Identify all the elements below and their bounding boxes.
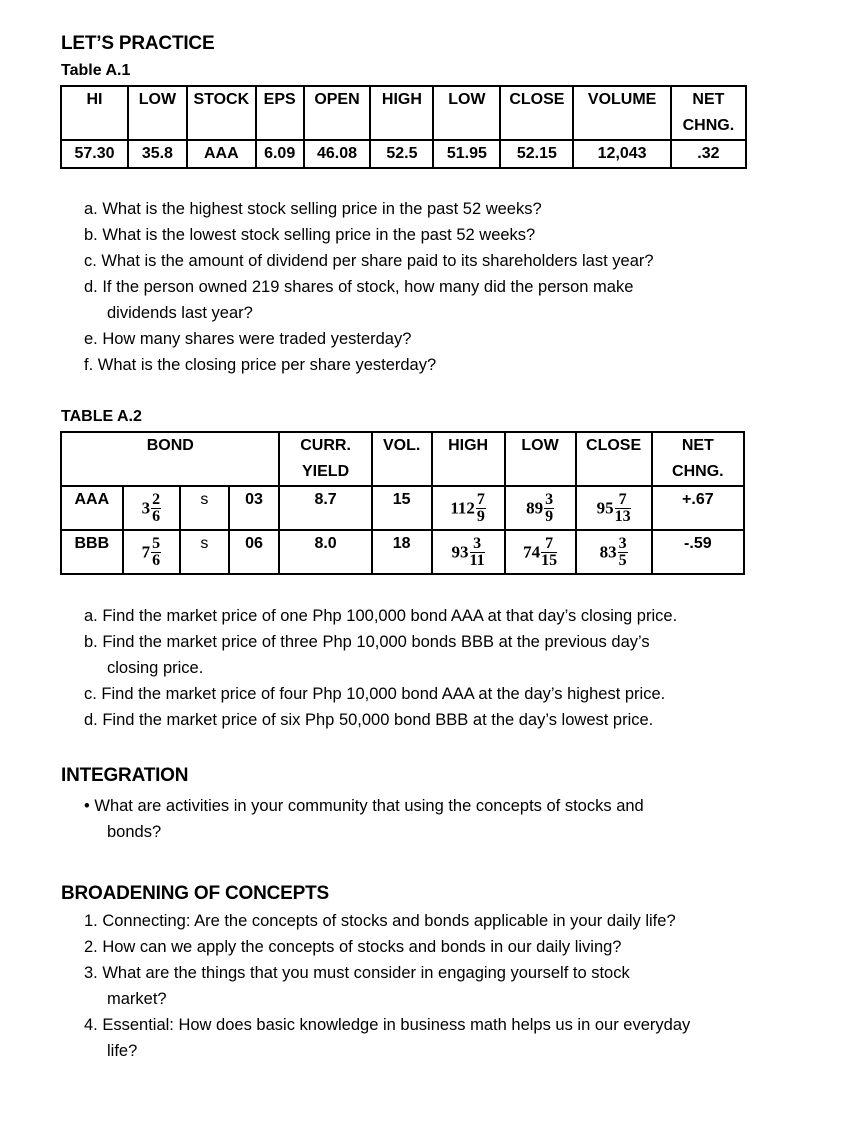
data-cell: .32 [671,140,746,168]
question-line: f. What is the closing price per share yesterday? [84,356,437,374]
fraction-denominator: 5 [618,551,627,569]
fraction-numerator: 2 [152,490,161,508]
bullet-icon: • [84,797,90,815]
s-marker: s [180,486,228,530]
question-line: c. What is the amount of dividend per share paid to its shareholders last year? [84,252,654,270]
current-yield: 8.0 [279,530,371,574]
header-cell-net [671,86,746,140]
header-net-line2: CHNG. [682,117,735,134]
header-cell-yield [279,432,371,486]
question-line: b. Find the market price of three Php 10,000 bonds BBB at the previous day’s [84,633,650,651]
s-marker: s [180,530,228,574]
table-a1-data-row [61,140,746,168]
question-line: dividends last year? [107,304,253,322]
data-cell: 12,043 [573,140,670,168]
header-cell: EPS [256,86,304,140]
questions-a2 [84,603,677,733]
fraction-numerator: 3 [470,536,485,553]
broadening-heading: BROADENING OF CONCEPTS [61,883,329,904]
question-line: d. Find the market price of six Php 50,000 bond BBB at the day’s lowest price. [84,711,654,729]
price-whole: 83 [599,542,617,561]
header-net-line1: NET [681,437,714,454]
fraction-denominator: 6 [152,551,161,569]
header-cell: VOL. [372,432,432,486]
table-a2 [60,431,745,575]
coupon-rate [123,486,181,530]
bond-row-bbb [61,530,744,574]
table-a1-label: Table A.1 [61,62,131,79]
fraction-numerator: 7 [476,490,485,508]
table-a2-label: TABLE A.2 [61,408,142,425]
coupon-fraction [151,492,161,525]
header-cell: HIGH [370,86,433,140]
fraction-numerator: 7 [615,492,631,509]
question-line: a. What is the highest stock selling price in the past 52 weeks? [84,200,542,218]
question-line: b. What is the lowest stock selling price in the past 52 weeks? [84,226,536,244]
price-fraction [541,536,557,569]
price-fraction [618,536,628,569]
question-line: a. Find the market price of one Php 100,000 bond AAA at that day’s closing price. [84,607,678,625]
data-cell: 57.30 [61,140,128,168]
low-price [505,530,576,574]
maturity-year: 06 [229,530,280,574]
header-cell-bond: BOND [61,432,279,486]
header-cell: VOLUME [573,86,670,140]
low-price [505,486,576,530]
maturity-year: 03 [229,486,280,530]
price-whole: 112 [450,498,475,517]
broadening-item: 1. Connecting: Are the concepts of stocks and bonds applicable in your daily life? [84,912,676,930]
data-cell: 6.09 [256,140,304,168]
bond-row-aaa [61,486,744,530]
broadening-item: 3. What are the things that you must consider in engaging yourself to stock [84,964,630,982]
question-line: e. How many shares were traded yesterday? [84,330,412,348]
header-cell: HI [61,86,128,140]
question-line: d. If the person owned 219 shares of stock, how many did the person make [84,278,634,296]
price-fraction [615,492,631,525]
table-a1 [60,85,747,169]
price-fraction [470,536,485,569]
practice-heading: LET’S PRACTICE [61,33,215,54]
fraction-numerator: 3 [545,490,554,508]
header-yield-line2: YIELD [302,463,350,480]
current-yield: 8.7 [279,486,371,530]
header-cell: OPEN [304,86,371,140]
questions-a1 [84,196,654,378]
price-whole: 74 [523,542,541,561]
price-fraction [476,492,486,525]
header-cell: LOW [433,86,500,140]
fraction-denominator: 13 [614,507,631,525]
coupon-whole: 3 [141,498,151,517]
fraction-numerator: 5 [152,534,161,552]
coupon-fraction [151,536,161,569]
bond-name: BBB [61,530,123,574]
broadening-item: 4. Essential: How does basic knowledge in business math helps us in our everyday [84,1016,691,1034]
question-line: closing price. [107,659,204,677]
fraction-numerator: 3 [618,534,627,552]
broadening-list [84,908,690,1064]
header-net-line2: CHNG. [672,463,724,480]
header-cell: CLOSE [500,86,573,140]
close-price [576,486,652,530]
high-price [432,530,505,574]
header-cell: CLOSE [576,432,652,486]
close-price [576,530,652,574]
header-cell: STOCK [187,86,256,140]
broadening-item-cont: market? [107,990,167,1008]
data-cell: 52.5 [370,140,433,168]
integration-text: What are activities in your community that using the concepts of stocks and [94,797,644,815]
broadening-item: 2. How can we apply the concepts of stocks and bonds in our daily living? [84,938,622,956]
fraction-denominator: 9 [476,507,485,525]
fraction-denominator: 9 [545,507,554,525]
volume: 15 [372,486,432,530]
price-whole: 93 [451,542,469,561]
header-cell: LOW [128,86,187,140]
net-change: -.59 [652,530,744,574]
integration-list [84,793,644,845]
data-cell: AAA [187,140,256,168]
volume: 18 [372,530,432,574]
price-fraction [544,492,554,525]
fraction-denominator: 6 [152,507,161,525]
coupon-rate [123,530,181,574]
data-cell: 35.8 [128,140,187,168]
price-whole: 95 [596,498,614,517]
integration-item [84,793,644,819]
header-net-line1: NET [692,91,725,108]
fraction-denominator: 15 [541,551,558,569]
integration-text-cont: bonds? [107,823,162,841]
integration-heading: INTEGRATION [61,765,189,786]
broadening-item-cont: life? [107,1042,138,1060]
bond-name: AAA [61,486,123,530]
high-price [432,486,505,530]
net-change: +.67 [652,486,744,530]
question-line: c. Find the market price of four Php 10,000 bond AAA at the day’s highest price. [84,685,666,703]
fraction-numerator: 7 [541,536,557,553]
price-whole: 89 [526,498,544,517]
table-a1-header-row [61,86,746,140]
fraction-denominator: 11 [469,551,485,569]
data-cell: 46.08 [304,140,371,168]
table-a2-header-row [61,432,744,486]
header-cell: HIGH [432,432,505,486]
data-cell: 51.95 [433,140,500,168]
header-cell-net [652,432,744,486]
coupon-whole: 7 [141,542,151,561]
header-cell: LOW [505,432,576,486]
header-yield-line1: CURR. [300,437,351,454]
data-cell: 52.15 [500,140,573,168]
